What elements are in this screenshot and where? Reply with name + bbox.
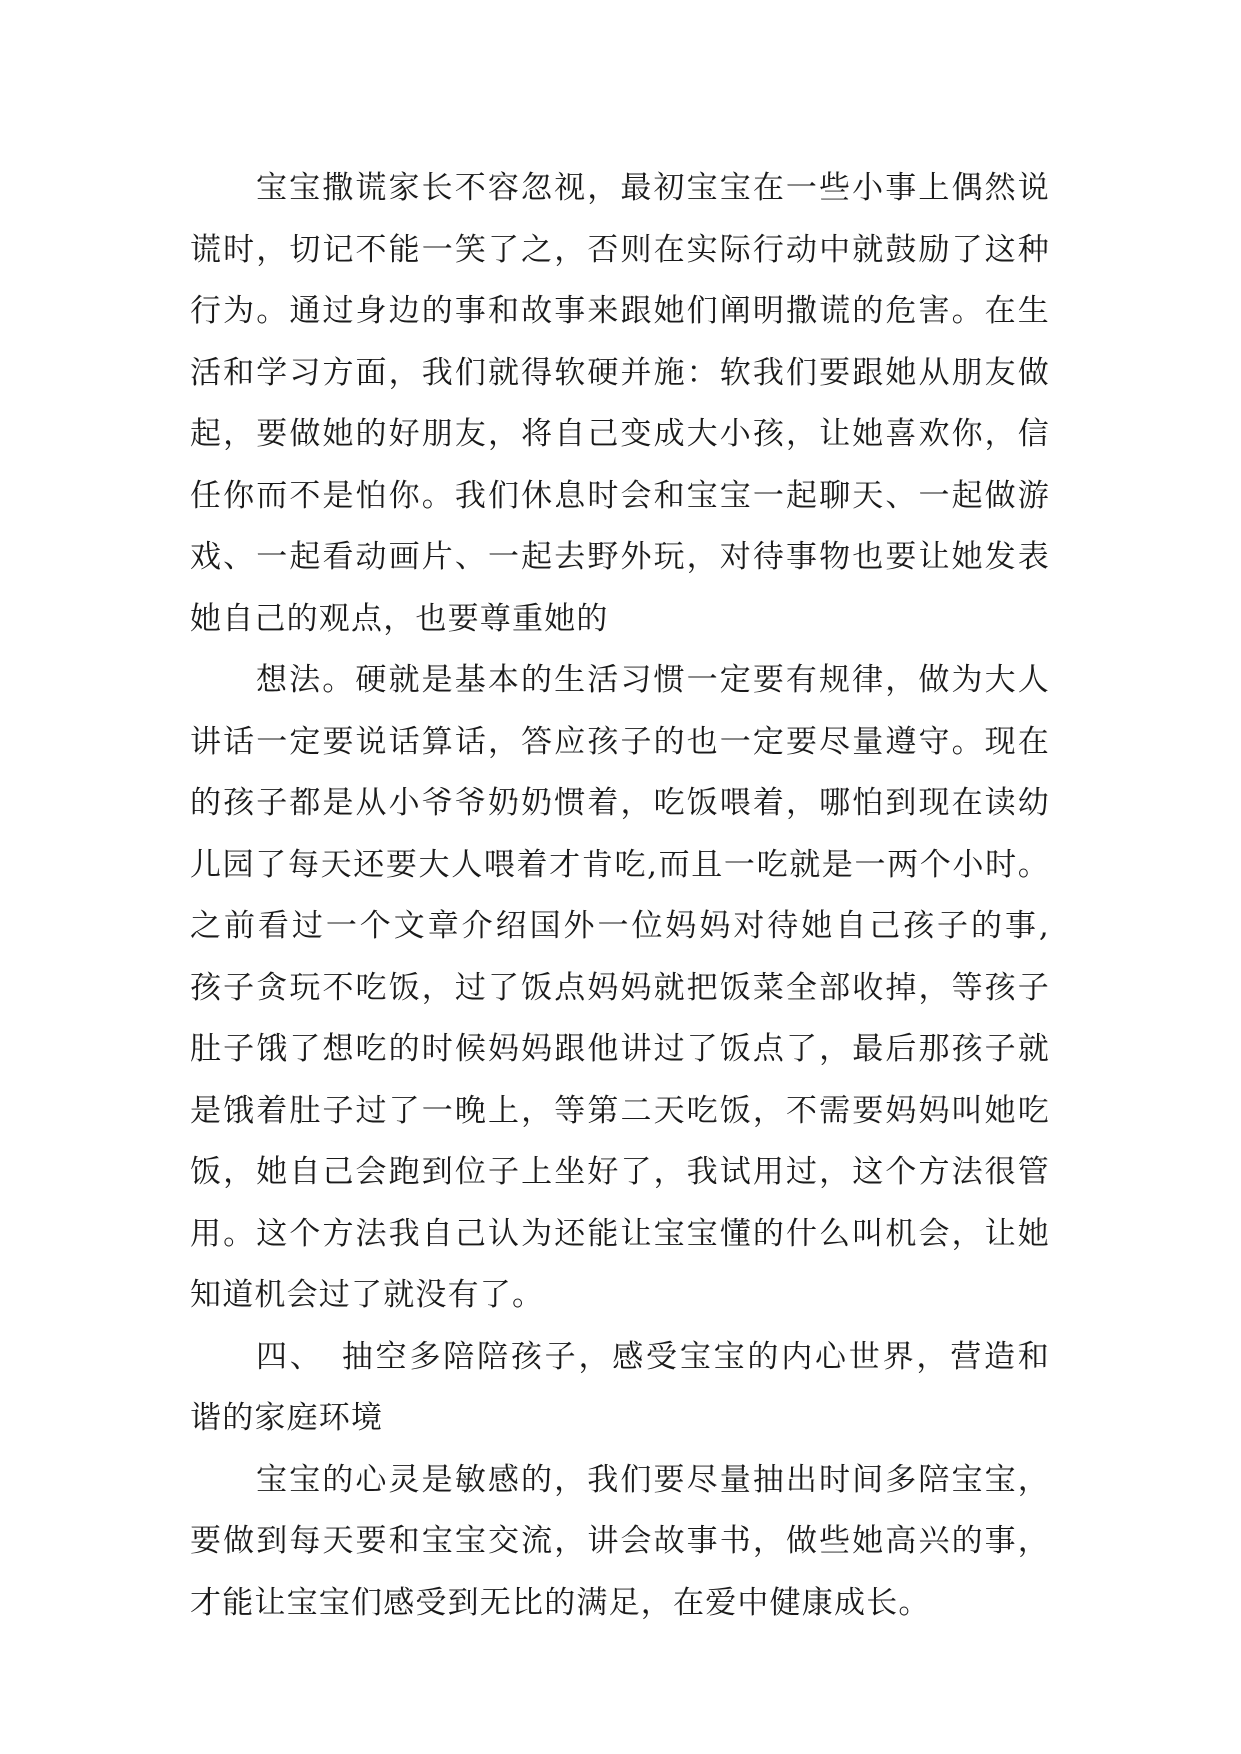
paragraph-line: 戏、一起看动画片、一起去野外玩，对待事物也要让她发表 xyxy=(190,539,1050,575)
paragraph-line: 是饿着肚子过了一晚上，等第二天吃饭，不需要妈妈叫她吃 xyxy=(190,1092,1050,1129)
document-body xyxy=(190,158,1050,1634)
paragraph-line: 饭，她自己会跑到位子上坐好了，我试用过，这个方法很管 xyxy=(190,1154,1050,1190)
paragraph-line: 任你而不是怕你。我们休息时会和宝宝一起聊天、一起做游 xyxy=(190,477,1050,514)
paragraph-line: 孩子贪玩不吃饭，过了饭点妈妈就把饭菜全部收掉，等孩子 xyxy=(190,969,1050,1006)
paragraph-line: 才能让宝宝们感受到无比的满足，在爱中健康成长。 xyxy=(190,1584,931,1621)
section-heading-line: 谐的家庭环境 xyxy=(190,1400,384,1436)
paragraph-line: 之前看过一个文章介绍国外一位妈妈对待她自己孩子的事, xyxy=(190,908,1050,944)
paragraph-line: 知道机会过了就没有了。 xyxy=(190,1277,545,1313)
paragraph-line: 她自己的观点，也要尊重她的 xyxy=(190,600,609,637)
section-heading-line: 四、 抽空多陪陪孩子，感受宝宝的内心世界，营造和 xyxy=(256,1338,1050,1375)
paragraph-line: 想法。硬就是基本的生活习惯一定要有规律，做为大人 xyxy=(256,662,1050,698)
paragraph-line: 行为。通过身边的事和故事来跟她们阐明撒谎的危害。在生 xyxy=(190,293,1050,329)
paragraph-line: 谎时，切记不能一笑了之，否则在实际行动中就鼓励了这种 xyxy=(190,231,1050,268)
paragraph-line: 宝宝的心灵是敏感的，我们要尽量抽出时间多陪宝宝， xyxy=(256,1461,1050,1498)
paragraph-line: 儿园了每天还要大人喂着才肯吃,而且一吃就是一两个小时。 xyxy=(190,846,1050,883)
paragraph-line: 要做到每天要和宝宝交流，讲会故事书，做些她高兴的事， xyxy=(190,1523,1050,1559)
paragraph-line: 用。这个方法我自己认为还能让宝宝懂的什么叫机会，让她 xyxy=(190,1215,1050,1252)
paragraph-line: 肚子饿了想吃的时候妈妈跟他讲过了饭点了，最后那孩子就 xyxy=(190,1031,1050,1067)
paragraph-line: 起，要做她的好朋友，将自己变成大小孩，让她喜欢你，信 xyxy=(190,416,1050,452)
paragraph-line: 的孩子都是从小爷爷奶奶惯着，吃饭喂着，哪怕到现在读幼 xyxy=(190,785,1050,821)
paragraph-line: 活和学习方面，我们就得软硬并施：软我们要跟她从朋友做 xyxy=(190,354,1050,391)
paragraph-line: 讲话一定要说话算话，答应孩子的也一定要尽量遵守。现在 xyxy=(190,723,1050,760)
paragraph-line: 宝宝撒谎家长不容忽视，最初宝宝在一些小事上偶然说 xyxy=(256,170,1050,206)
